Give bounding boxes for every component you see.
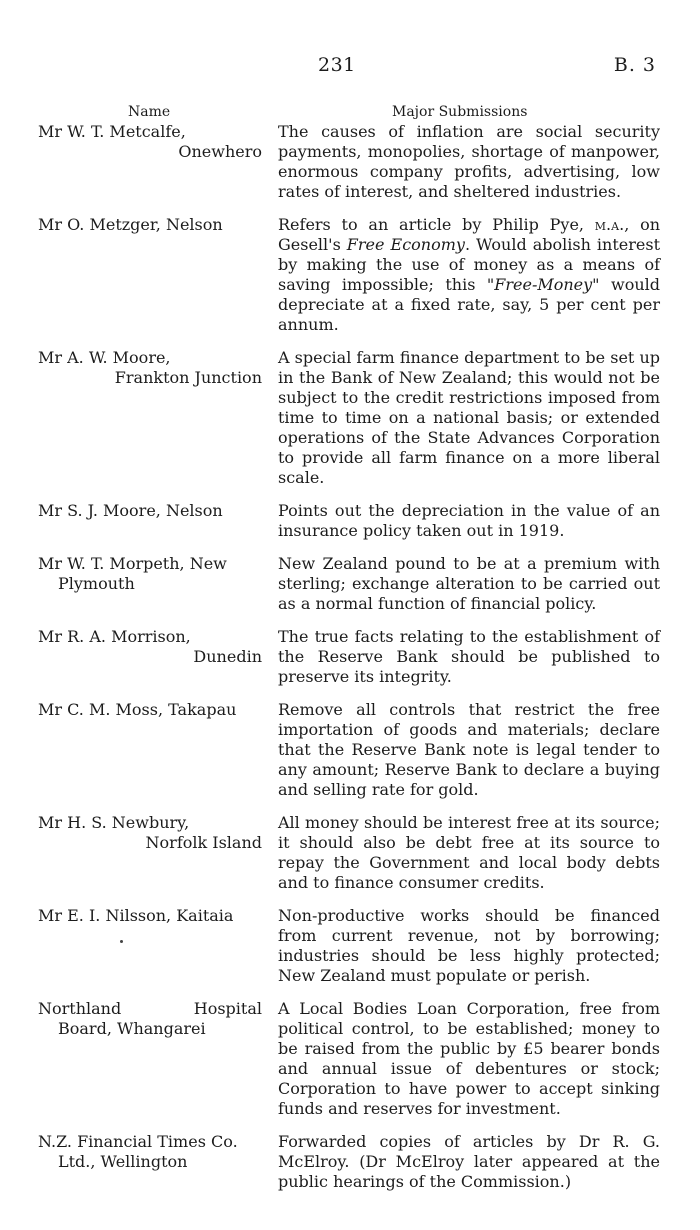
submitter-place: Norfolk Island (145, 833, 262, 852)
submitter-name: Mr R. A. Morrison, (38, 627, 191, 646)
list-item (38, 700, 660, 800)
list-item (38, 554, 660, 614)
submitter-name: Mr C. M. Moss, Takapau (38, 700, 237, 719)
submitter-place: Ltd., Wellington (58, 1152, 188, 1171)
submission-text: Remove all controls that restrict the free importation of goods and materials; declare that the Reserve Bank note is legal tender to any amount; Reserve Bank to declare a buying and selling rate for gold. (278, 700, 660, 799)
document-code: B. 3 (613, 54, 656, 76)
column-heading-name: Name (128, 104, 171, 120)
stray-mark (120, 940, 123, 943)
submission-text: Points out the depreciation in the value of an insurance policy taken out in 1919. (278, 501, 660, 540)
submitter-name: Mr W. T. Metcalfe, (38, 122, 186, 141)
submitter-name: Mr A. W. Moore, (38, 348, 171, 367)
list-item (38, 122, 660, 202)
list-item (38, 501, 660, 541)
submission-text: The true facts relating to the establishment of the Reserve Bank should be published to preserve its integrity. (278, 627, 660, 686)
submissions-list (38, 122, 660, 1205)
submitter-place: Plymouth (58, 574, 135, 593)
list-item (38, 1132, 660, 1192)
submission-text: Forwarded copies of articles by Dr R. G. McElroy. (Dr McElroy later appeared at the public hearings of the Commission.) (278, 1132, 660, 1191)
submitter-name: Mr H. S. Newbury, (38, 813, 190, 832)
list-item (38, 906, 660, 986)
submitter-place: Onewhero (178, 142, 262, 161)
submission-text: A special farm finance department to be set up in the Bank of New Zealand; this would not be subject to the credit restrictions imposed from time to time on a national basis; or extended operations of the State Advances Corporation to provide all farm finance on a more liberal scale. (278, 348, 660, 487)
column-heading-submissions: Major Submissions (392, 104, 528, 120)
submitter-place: Frankton Junction (114, 368, 262, 387)
submitter-place: Dunedin (193, 647, 262, 666)
submission-text: All money should be interest free at its source; it should also be debt free at its source to repay the Government and local body debts and to finance consumer credits. (278, 813, 660, 892)
submission-text: Non-productive works should be financed from current revenue, not by borrowing; industries should be less highly protected; New Zealand must populate or perish. (278, 906, 660, 985)
page-number: 231 (318, 54, 356, 76)
list-item (38, 348, 660, 488)
submission-text: The causes of inflation are social security payments, monopolies, shortage of manpower, enormous company profits, advertising, low rates of interest, and sheltered industries. (278, 122, 660, 201)
list-item (38, 999, 660, 1119)
list-item (38, 813, 660, 893)
submitter-name: Mr O. Metzger, Nelson (38, 215, 223, 234)
list-item (38, 215, 660, 335)
list-item (38, 627, 660, 687)
submitter-name: Mr S. J. Moore, Nelson (38, 501, 223, 520)
submitter-name: Northland Hospital (38, 999, 262, 1018)
submitter-name: N.Z. Financial Times Co. (38, 1132, 238, 1151)
submitter-place: Board, Whangarei (58, 1019, 206, 1038)
submission-text: A Local Bodies Loan Corporation, free from political control, to be established; money to be raised from the public by £5 bearer bonds and annual issue of debentures or stock; Corporation to have power to accept sinking funds and reserves for investment. (278, 999, 660, 1118)
submitter-name: Mr E. I. Nilsson, Kaitaia (38, 906, 234, 925)
submission-text: New Zealand pound to be at a premium with sterling; exchange alteration to be carried out as a normal function of financial policy. (278, 554, 660, 613)
submission-text: Refers to an article by Philip Pye, m.a., on Gesell's Free Economy. Would abolish interest by making the use of money as a means of saving impossible; this "Free-Money" would depreciate at a fixed rate, say, 5 per cent per annum. (278, 215, 661, 334)
submitter-name: Mr W. T. Morpeth, New (38, 554, 227, 573)
